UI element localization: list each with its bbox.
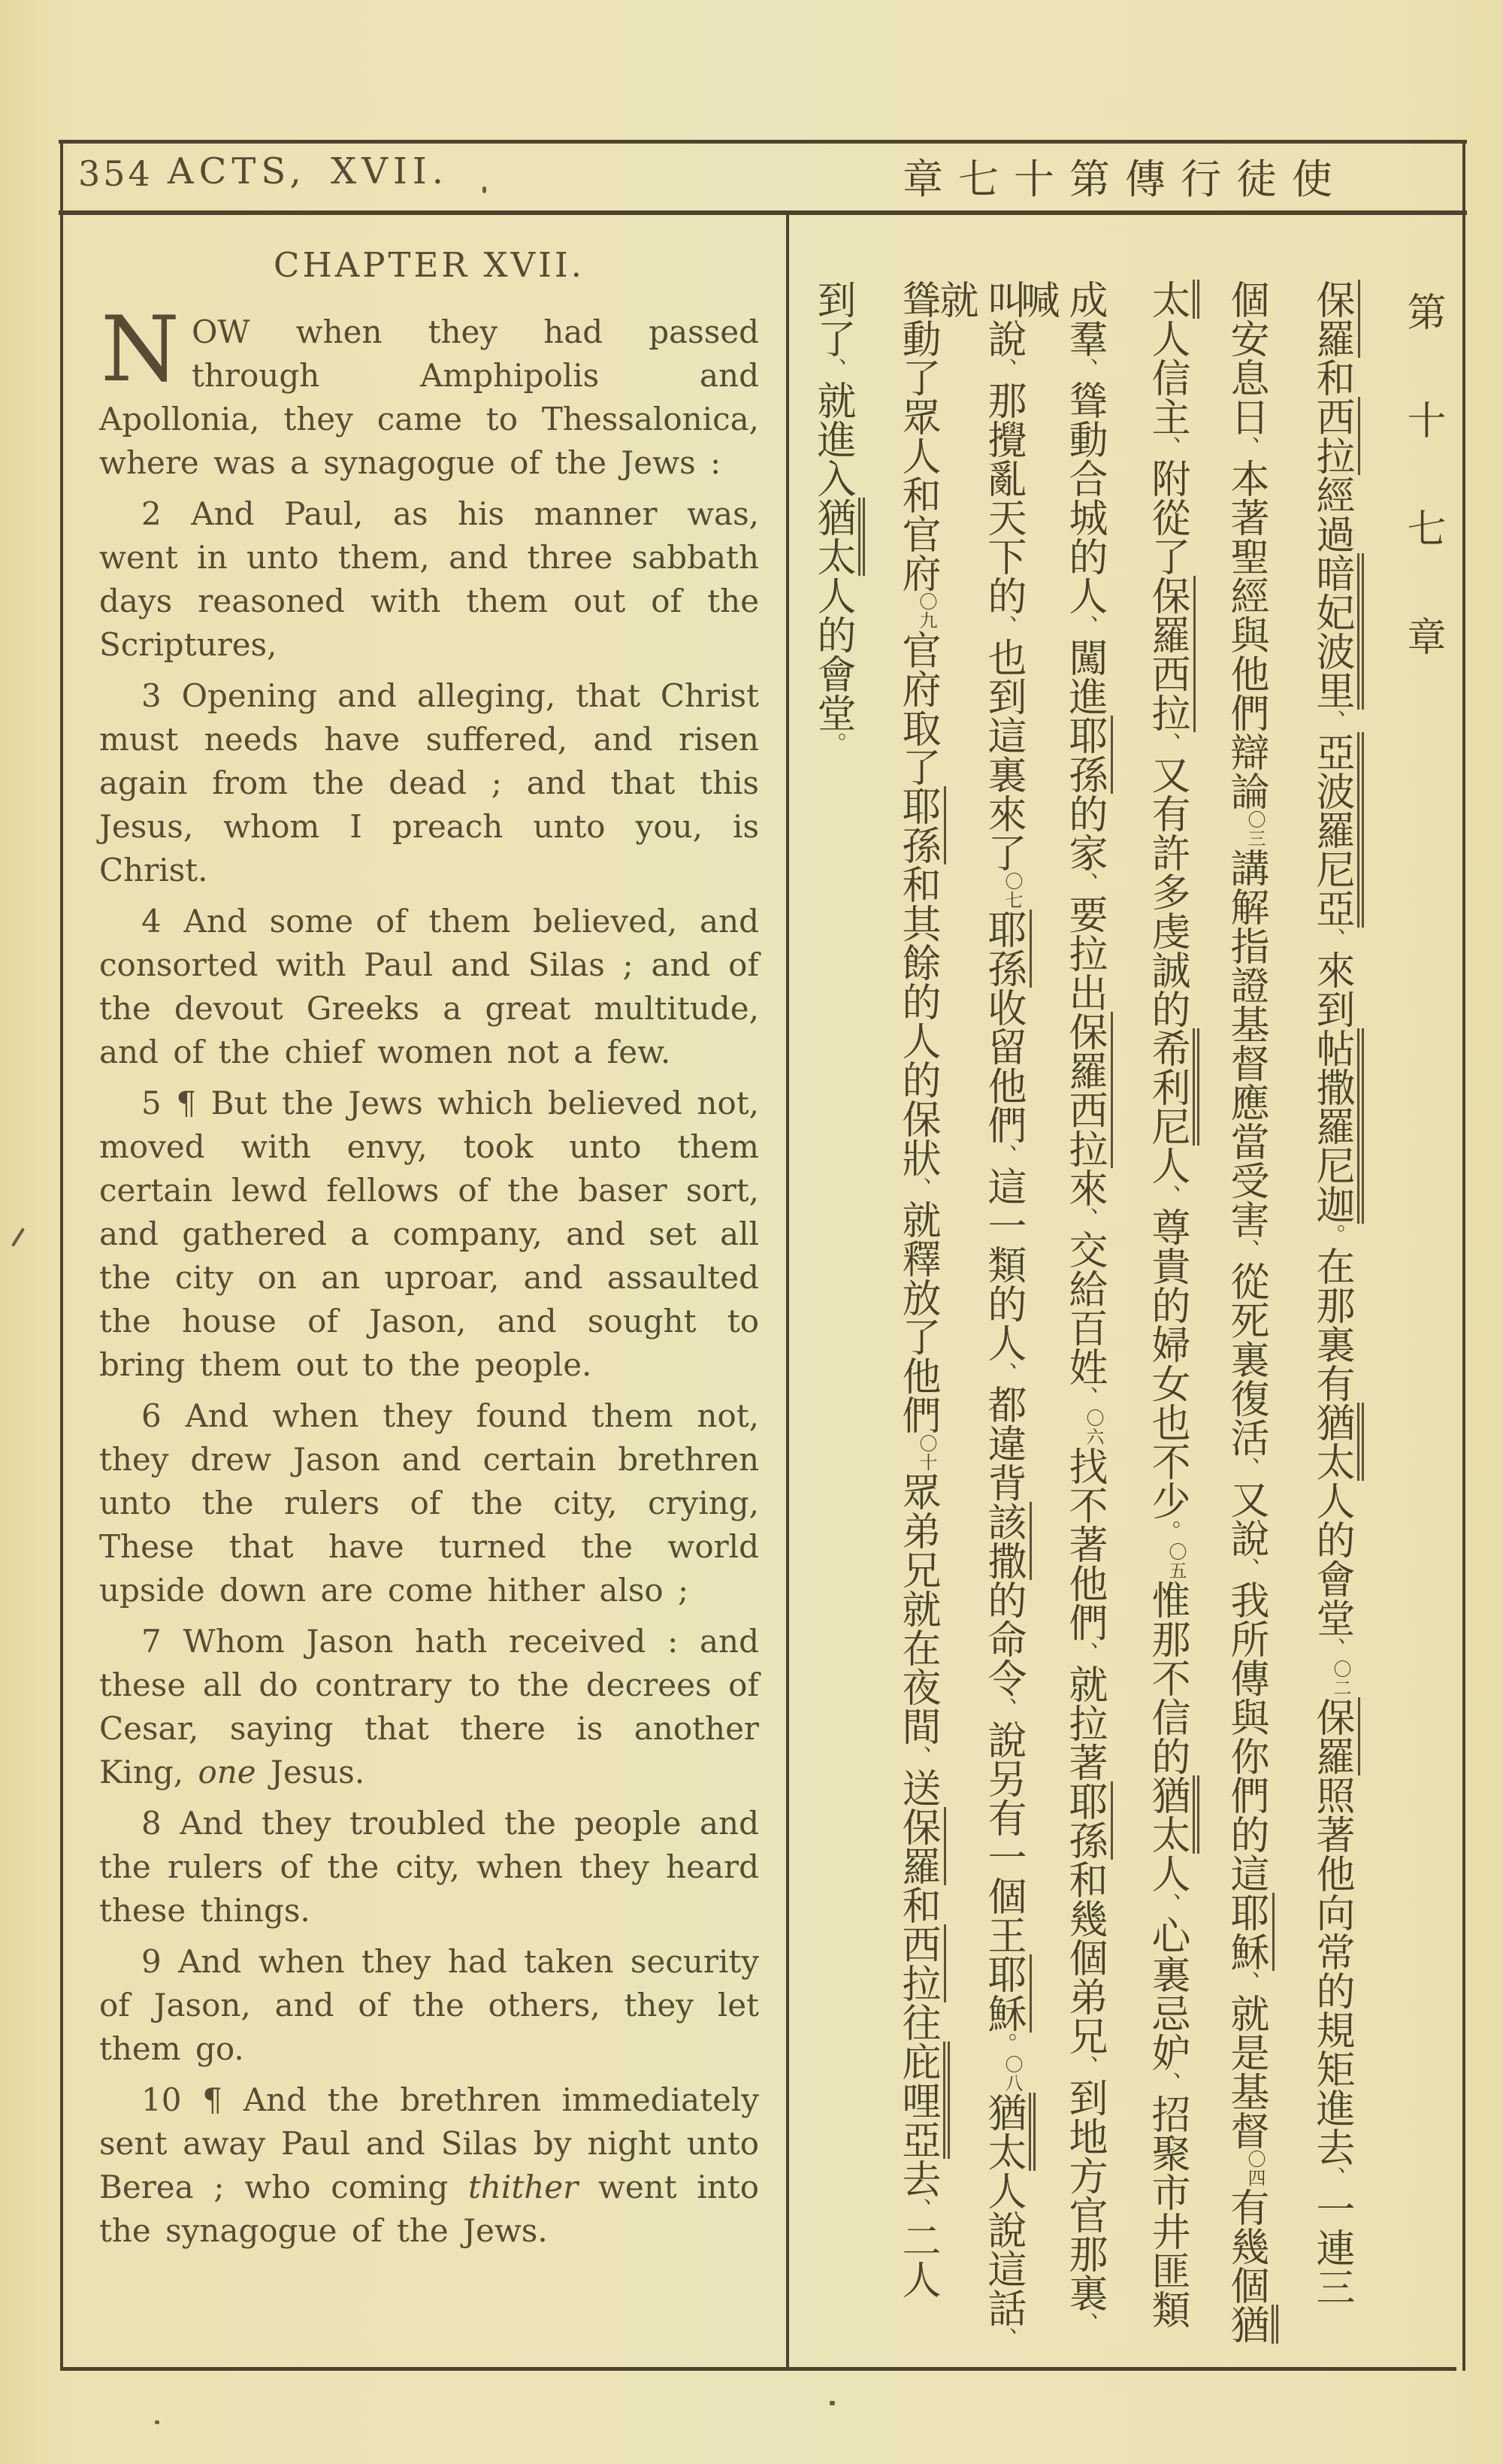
cjk-punctuation: 。 bbox=[820, 732, 846, 755]
person-name-mark: 該撒 bbox=[981, 1502, 1032, 1580]
cjk-text: 附從了 bbox=[1145, 459, 1190, 576]
verse-marker: 〇二 bbox=[1330, 1660, 1351, 1697]
cjk-text: 就是基督 bbox=[1223, 1993, 1269, 2150]
cjk-text: 就 bbox=[933, 280, 978, 319]
cjk-text: 和其餘的人的保狀 bbox=[895, 864, 940, 1177]
person-name-mark: 耶穌 bbox=[981, 1954, 1032, 2033]
cjk-punctuation: 、 bbox=[990, 1362, 1017, 1385]
cjk-text: 這一類的人 bbox=[981, 1167, 1026, 1362]
place-name-mark: 猶太 bbox=[810, 498, 865, 576]
verse-marker: 〇七 bbox=[1002, 872, 1023, 910]
cjk-text: 的家 bbox=[1062, 794, 1107, 872]
cjk-punctuation: 、 bbox=[905, 1177, 931, 1200]
cjk-text: 叫說 bbox=[981, 280, 1026, 358]
chinese-column bbox=[1014, 280, 1108, 2362]
cjk-punctuation: 、 bbox=[1319, 928, 1345, 950]
cjk-text: 聳動了眾人和官府 bbox=[895, 280, 940, 592]
cjk-punctuation: 、 bbox=[905, 2198, 931, 2220]
chinese-column bbox=[1143, 280, 1191, 2362]
stray-mark bbox=[11, 1227, 25, 1247]
verse-paragraph: 2 And Paul, as his manner was, went in unto them, and three sabbath days reasoned with them out of the Scriptures, bbox=[99, 495, 759, 663]
cjk-punctuation: 、 bbox=[1233, 1239, 1260, 1261]
stray-mark bbox=[830, 2401, 835, 2405]
cjk-text: 就拉著 bbox=[1062, 1664, 1107, 1781]
cjk-text: 那攪亂天下的 bbox=[981, 380, 1026, 615]
cjk-punctuation: 、 bbox=[1154, 1893, 1181, 1915]
cjk-text: 人的會堂 bbox=[810, 576, 855, 732]
verse-paragraph: 3 Opening and alleging, that Christ must needs have suffered, and risen again from the dead ; and that this Jesus, whom I preach unto you, is Christ. bbox=[99, 677, 759, 888]
running-header-chinese: 章七十第傳行徒使 bbox=[903, 156, 1347, 203]
cjk-text: 眾弟兄就在夜間 bbox=[895, 1472, 940, 1745]
cjk-text: 人信主 bbox=[1145, 319, 1190, 436]
verse-marker: 〇三 bbox=[1244, 810, 1266, 848]
cjk-text: 官府取了 bbox=[895, 630, 940, 786]
verse-marker: 〇六 bbox=[1083, 1409, 1104, 1446]
chinese-column bbox=[933, 280, 1027, 2362]
verse-marker: 〇八 bbox=[1002, 2055, 1023, 2093]
running-header-english: ACTS, XVII. bbox=[167, 150, 449, 192]
cjk-punctuation: 、 bbox=[1154, 2072, 1181, 2094]
cjk-punctuation: 、 bbox=[1072, 2312, 1098, 2335]
place-name-mark: 太 bbox=[1145, 280, 1199, 319]
cjk-text: 又說 bbox=[1223, 1479, 1269, 1557]
cjk-punctuation: 。 bbox=[1154, 1520, 1181, 1542]
cjk-text: 和 bbox=[1309, 358, 1354, 397]
chapter-heading: CHAPTER XVII. bbox=[274, 245, 585, 285]
cjk-punctuation: 、 bbox=[1072, 615, 1098, 637]
cjk-punctuation: 、 bbox=[1233, 1971, 1260, 1993]
person-name-mark: 西拉 bbox=[895, 1924, 946, 2002]
cjk-text: 照著他向常的規矩進去 bbox=[1309, 1775, 1354, 2166]
cjk-text: 來 bbox=[1062, 1168, 1107, 1207]
verse-paragraph: 7 Whom Jason hath received : and these all do contrary to the decrees of Cesar, saying that there is another King, one Jesus. bbox=[99, 1623, 759, 1790]
place-name-mark: 亞波羅尼亞 bbox=[1309, 732, 1364, 928]
cjk-text: 個安息日 bbox=[1223, 280, 1269, 436]
cjk-text: 成羣 bbox=[1062, 280, 1107, 358]
cjk-text: 到了 bbox=[810, 280, 855, 358]
cjk-text: 二人 bbox=[895, 2220, 940, 2299]
verse-paragraph: 10 ¶ And the brethren immediately sent away Paul and Silas by night unto Berea ; who coming thither went into the synagogue of the Jews. bbox=[99, 2081, 759, 2249]
chinese-chapter-marker: 第十七章 bbox=[1400, 292, 1445, 725]
verse-paragraph: 8 And they troubled the people and the rulers of the city, when they heard these things. bbox=[99, 1805, 759, 1929]
cjk-text: 去 bbox=[895, 2159, 940, 2198]
place-name-mark: 希利尼 bbox=[1145, 1028, 1199, 1146]
cjk-punctuation: 、 bbox=[990, 1144, 1017, 1167]
cjk-text: 招聚市井匪類 bbox=[1145, 2094, 1190, 2329]
place-name-mark: 猶太 bbox=[981, 2093, 1036, 2171]
cjk-punctuation: 。 bbox=[1319, 1224, 1345, 1246]
verse-paragraph: 4 And some of them believed, and consorted with Paul and Silas ; and of the devout Greeks a great multitude, and of the chief women not a few. bbox=[99, 903, 759, 1070]
cjk-punctuation: 、 bbox=[1072, 1386, 1098, 1409]
verse-paragraph: 5 ¶ But the Jews which believed not, moved with envy, took unto them certain lewd fellows of the baser sort, and gathered a company, and set all the city on an uproar, and assaulted the house of Jason, and sought to bring them out to the people. bbox=[99, 1085, 759, 1383]
cjk-punctuation: 、 bbox=[1072, 2055, 1098, 2078]
cjk-punctuation: 、 bbox=[1319, 710, 1345, 732]
cjk-text: 從死裏復活 bbox=[1223, 1261, 1269, 1457]
verse-paragraph: NOW when they had passed through Amphipolis and Apollonia, they came to Thessalonica, where was a synagogue of the Jews : bbox=[99, 298, 759, 481]
cjk-punctuation: 、 bbox=[990, 615, 1017, 637]
top-rule bbox=[59, 140, 1467, 144]
cjk-punctuation: 、 bbox=[1154, 732, 1181, 755]
cjk-punctuation: 、 bbox=[1233, 1557, 1260, 1580]
verse-marker: 〇五 bbox=[1166, 1542, 1187, 1580]
cjk-text: 有幾個 bbox=[1223, 2187, 1269, 2305]
cjk-punctuation: 、 bbox=[1072, 1642, 1098, 1664]
verse-list bbox=[99, 298, 759, 2253]
chinese-column bbox=[809, 280, 857, 2362]
cjk-text: 又有許多虔誠的 bbox=[1145, 755, 1190, 1028]
header-bottom-rule bbox=[59, 210, 1467, 215]
cjk-text: 就進入 bbox=[810, 380, 855, 498]
cjk-punctuation: 、 bbox=[1072, 872, 1098, 894]
person-name-mark: 保羅 bbox=[1309, 280, 1360, 358]
cjk-text: 經過 bbox=[1309, 475, 1354, 553]
chinese-column bbox=[894, 280, 942, 2362]
cjk-punctuation: 、 bbox=[1154, 436, 1181, 459]
cjk-text: 往 bbox=[895, 2002, 940, 2042]
cjk-punctuation: 、 bbox=[820, 358, 846, 380]
cjk-text: 講解指證基督應當受害 bbox=[1223, 848, 1269, 1239]
cjk-text: 的命令 bbox=[981, 1580, 1026, 1697]
cjk-punctuation: 、 bbox=[990, 1697, 1017, 1720]
place-name-mark: 帖撒羅尼迦 bbox=[1309, 1028, 1364, 1224]
cjk-text: 都違背 bbox=[981, 1385, 1026, 1502]
cjk-punctuation: 、 bbox=[1319, 2166, 1345, 2189]
page-number: 354 bbox=[78, 153, 153, 194]
cjk-punctuation: 、 bbox=[1154, 1185, 1181, 1207]
chinese-column bbox=[1308, 280, 1356, 2362]
cjk-text: 一連三 bbox=[1309, 2189, 1354, 2306]
chinese-column bbox=[1222, 280, 1270, 2362]
verse-paragraph: 9 And when they had taken security of Jason, and of the others, they let them go. bbox=[99, 1943, 759, 2067]
english-column bbox=[99, 245, 759, 2260]
person-name-mark: 保羅 bbox=[1309, 1697, 1360, 1775]
person-name-mark: 耶孫 bbox=[1062, 716, 1113, 794]
cjk-punctuation: 、 bbox=[1233, 436, 1260, 459]
cjk-text: 找不著他們 bbox=[1062, 1446, 1107, 1642]
person-name-mark: 耶孫 bbox=[895, 786, 946, 864]
drop-cap: N bbox=[101, 298, 180, 402]
verse-paragraph: 6 And when they found them not, they drew Jason and certain brethren unto the rulers of the city, crying, These that have turned the world upside down are come hither also ; bbox=[99, 1397, 759, 1609]
stray-mark bbox=[155, 2420, 159, 2424]
place-name-mark: 庇哩亞 bbox=[895, 2042, 950, 2159]
cjk-text: 喊 bbox=[1014, 280, 1059, 319]
cjk-text: 說另有一個王 bbox=[981, 1720, 1026, 1954]
bottom-rule bbox=[60, 2367, 1456, 2371]
person-name-mark: 保羅 bbox=[895, 1807, 946, 1885]
cjk-text: 惟那不信的 bbox=[1145, 1580, 1190, 1775]
person-name-mark: 耶孫 bbox=[981, 910, 1032, 988]
cjk-text: 交給百姓 bbox=[1062, 1230, 1107, 1386]
right-border-rule bbox=[1462, 140, 1465, 2371]
cjk-text: 聳動合城的人 bbox=[1062, 380, 1107, 615]
place-name-mark: 暗妃波里 bbox=[1309, 553, 1364, 710]
verse-marker: 〇九 bbox=[916, 592, 937, 630]
cjk-text: 也到這裏來了 bbox=[981, 637, 1026, 872]
cjk-text: 人說這話 bbox=[981, 2171, 1026, 2327]
cjk-text: 來到 bbox=[1309, 950, 1354, 1028]
cjk-text: 在那裏有 bbox=[1309, 1246, 1354, 1403]
cjk-text: 人 bbox=[1145, 1146, 1190, 1185]
cjk-punctuation: 、 bbox=[1319, 1637, 1345, 1660]
cjk-text: 我所傳與你們的這 bbox=[1223, 1580, 1269, 1893]
person-name-mark: 耶孫 bbox=[1062, 1781, 1113, 1860]
stray-mark bbox=[482, 186, 486, 193]
cjk-text: 要拉出 bbox=[1062, 894, 1107, 1012]
cjk-text: 本著聖經與他們辯論 bbox=[1223, 459, 1269, 810]
verse-marker: 〇十 bbox=[916, 1434, 937, 1472]
cjk-text: 和幾個弟兄 bbox=[1062, 1860, 1107, 2055]
cjk-punctuation: 。 bbox=[990, 2033, 1017, 2055]
cjk-punctuation: 、 bbox=[905, 1745, 931, 1768]
cjk-text: 人 bbox=[1145, 1854, 1190, 1893]
place-name-mark: 猶 bbox=[1223, 2305, 1278, 2344]
cjk-text: 人的會堂 bbox=[1309, 1481, 1354, 1637]
place-name-mark: 猶太 bbox=[1309, 1403, 1364, 1481]
cjk-text: 闖進 bbox=[1062, 637, 1107, 716]
center-divider-rule bbox=[786, 215, 789, 2368]
cjk-text: 尊貴的婦女也不少 bbox=[1145, 1207, 1190, 1520]
cjk-punctuation: 、 bbox=[1233, 1457, 1260, 1479]
cjk-text: 和 bbox=[895, 1885, 940, 1924]
cjk-punctuation: 、 bbox=[1072, 1207, 1098, 1230]
cjk-punctuation: 、 bbox=[1072, 358, 1098, 380]
place-name-mark: 猶太 bbox=[1145, 1775, 1199, 1854]
cjk-punctuation: 、 bbox=[990, 358, 1017, 380]
cjk-text: 到地方官那裏 bbox=[1062, 2078, 1107, 2312]
cjk-text: 心裏忌妒 bbox=[1145, 1915, 1190, 2072]
person-name-mark: 耶穌 bbox=[1223, 1893, 1275, 1971]
person-name-mark: 保羅西拉 bbox=[1062, 1012, 1113, 1168]
verse-marker: 〇四 bbox=[1244, 2150, 1266, 2187]
left-border-rule bbox=[60, 140, 63, 2371]
person-name-mark: 西拉 bbox=[1309, 397, 1360, 475]
cjk-text: 就釋放了他們 bbox=[895, 1200, 940, 1434]
cjk-punctuation: 、 bbox=[990, 2327, 1017, 2350]
cjk-text: 送 bbox=[895, 1768, 940, 1807]
cjk-text: 收留他們 bbox=[981, 988, 1026, 1144]
person-name-mark: 保羅西拉 bbox=[1145, 576, 1196, 732]
